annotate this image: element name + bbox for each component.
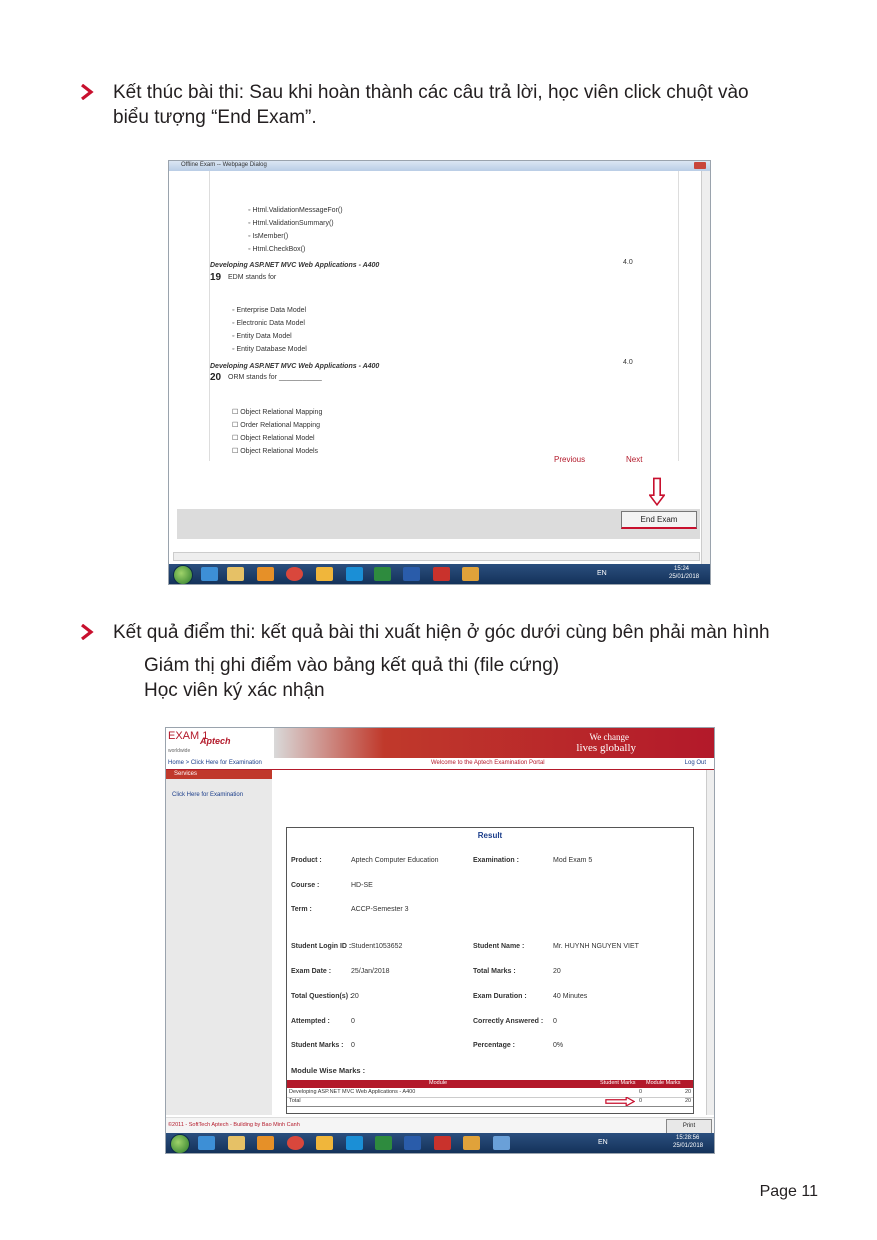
end-exam-button[interactable]: End Exam <box>621 511 697 529</box>
radio-option[interactable]: ◦ Entity Data Model <box>232 333 292 340</box>
course-value: HD-SE <box>351 882 373 889</box>
name-value: Mr. HUYNH NGUYEN VIET <box>553 943 639 950</box>
total-label: Total <box>289 1098 301 1104</box>
tray-lang: EN <box>598 1139 608 1146</box>
arrow-right-icon <box>605 1097 635 1106</box>
module-wise-label: Module Wise Marks : <box>291 1066 366 1075</box>
start-icon[interactable] <box>173 565 193 585</box>
radio-option[interactable]: ◦ Electronic Data Model <box>232 320 305 327</box>
col-student: Student Marks <box>600 1080 636 1086</box>
slogan-line2: lives globally <box>576 742 636 754</box>
col-module-marks: Module Marks <box>646 1080 681 1086</box>
pdf-icon[interactable] <box>433 567 450 581</box>
outlook-icon[interactable] <box>316 1136 333 1150</box>
scrollbar[interactable] <box>701 171 710 564</box>
course-label: Course : <box>291 882 320 889</box>
total-marks-label: Total Marks : <box>473 968 516 975</box>
result-line: Kết quả điểm thi: kết quả bài thi xuất hiện ở góc dưới cùng bên phải màn hình <box>113 622 770 643</box>
word-icon[interactable] <box>403 567 420 581</box>
checkbox-option[interactable]: ☐ Order Relational Mapping <box>232 422 320 429</box>
duration-value: 40 Minutes <box>553 993 588 1000</box>
date-value: 25/Jan/2018 <box>351 968 390 975</box>
header-banner <box>274 728 714 758</box>
radio-option[interactable]: ◦ Html.ValidationMessageFor() <box>248 207 343 214</box>
end-exam-line1: Kết thúc bài thi: Sau khi hoàn thành các câu trả lời, học viên click chuột vào <box>113 82 749 103</box>
outlook-icon[interactable] <box>316 567 333 581</box>
table-total-row <box>287 1098 693 1107</box>
logo-tag: worldwide <box>168 748 191 754</box>
q19-number: 19 <box>210 272 222 283</box>
result-sub1: Giám thị ghi điểm vào bảng kết quả thi (file cứng) <box>144 655 560 676</box>
examination-value: Mod Exam 5 <box>553 857 593 864</box>
window-icon[interactable] <box>493 1136 510 1150</box>
result-title: Result <box>477 831 503 840</box>
module-table-header <box>287 1080 693 1088</box>
taskbar <box>169 564 710 584</box>
exam-dialog-screenshot <box>168 160 711 585</box>
total-marks-value: 20 <box>553 968 561 975</box>
percentage-label: Percentage : <box>473 1042 516 1049</box>
folder-icon[interactable] <box>227 567 244 581</box>
col-module: Module <box>429 1080 448 1086</box>
radio-option[interactable]: ◦ Enterprise Data Model <box>232 307 307 314</box>
q19-text: EDM stands for <box>228 274 277 281</box>
chrome-icon[interactable] <box>287 1136 304 1150</box>
checkbox-option[interactable]: ☐ Object Relational Mapping <box>232 409 323 416</box>
breadcrumb[interactable]: Home > Click Here for Examination <box>168 760 262 766</box>
chevron-right-icon <box>80 84 94 100</box>
radio-option[interactable]: ◦ Entity Database Model <box>232 346 307 353</box>
row-module-marks: 20 <box>685 1089 692 1095</box>
result-screenshot <box>165 727 715 1154</box>
student-marks-value: 0 <box>351 1042 355 1049</box>
total-q-label: Total Question(s) : <box>291 993 353 1000</box>
excel-icon[interactable] <box>374 567 391 581</box>
tray-time: 15:28:56 <box>676 1135 700 1141</box>
checkbox-option[interactable]: ☐ Object Relational Models <box>232 448 319 455</box>
footer-bar <box>166 1117 714 1134</box>
radio-option[interactable]: ◦ Html.CheckBox() <box>248 246 306 253</box>
header-left <box>166 728 256 758</box>
percentage-value: 0% <box>553 1042 564 1049</box>
side-link[interactable]: Click Here for Examination <box>172 792 244 798</box>
question-area <box>209 171 679 461</box>
print-button[interactable]: Print <box>666 1119 712 1134</box>
dialog-titlebar <box>169 161 710 171</box>
tray-lang: EN <box>597 570 607 577</box>
radio-option[interactable]: ◦ IsMember() <box>248 233 289 240</box>
arrow-down-icon <box>649 476 665 508</box>
name-label: Student Name : <box>473 943 525 950</box>
folder-icon[interactable] <box>228 1136 245 1150</box>
radio-option[interactable]: ◦ Html.ValidationSummary() <box>248 220 334 227</box>
attempted-label: Attempted : <box>291 1018 330 1025</box>
slogan-line1: We change <box>589 732 629 742</box>
product-label: Product : <box>291 857 322 864</box>
tray-time: 15:24 <box>674 566 690 572</box>
right-scrollbar[interactable] <box>706 770 714 1115</box>
horizontal-scrollbar[interactable] <box>173 552 700 561</box>
tray-date: 25/01/2018 <box>673 1143 704 1149</box>
chrome-icon[interactable] <box>286 567 303 581</box>
date-label: Exam Date : <box>291 968 332 975</box>
term-value: ACCP-Semester 3 <box>351 906 409 913</box>
result-panel <box>286 827 694 1114</box>
paint-icon[interactable] <box>462 567 479 581</box>
correct-label: Correctly Answered : <box>473 1018 544 1025</box>
taskbar <box>166 1133 714 1153</box>
login-value: Student1053652 <box>351 943 403 950</box>
footer-text: ©2011 - SoftTech Aptech - Building by Bao Minh Canh <box>168 1122 300 1128</box>
total-q-value: 20 <box>351 993 359 1000</box>
total-module: 20 <box>685 1098 692 1104</box>
start-icon[interactable] <box>170 1134 190 1154</box>
duration-label: Exam Duration : <box>473 993 527 1000</box>
login-label: Student Login ID : <box>291 943 352 950</box>
next-link[interactable]: Next <box>626 455 643 464</box>
end-exam-line2: biểu tượng “End Exam”. <box>113 107 317 128</box>
student-marks-label: Student Marks : <box>291 1042 344 1049</box>
total-student: 0 <box>639 1098 643 1104</box>
attempted-value: 0 <box>351 1018 355 1025</box>
close-icon[interactable] <box>694 162 706 169</box>
logout-link[interactable]: Log Out <box>684 760 706 766</box>
excel-icon[interactable] <box>375 1136 392 1150</box>
checkbox-option[interactable]: ☐ Object Relational Model <box>232 435 315 442</box>
chevron-right-icon <box>80 624 94 640</box>
row-module: Developing ASP.NET MVC Web Applications - A400 <box>289 1089 416 1095</box>
q20-text: ORM stands for ___________ <box>228 374 322 381</box>
pdf-icon[interactable] <box>434 1136 451 1150</box>
paint-icon[interactable] <box>463 1136 480 1150</box>
q19-module: Developing ASP.NET MVC Web Applications - A400 <box>210 262 380 269</box>
media-icon[interactable] <box>257 1136 274 1150</box>
nav-bar <box>166 759 714 770</box>
q20-marks: 4.0 <box>623 359 633 366</box>
correct-value: 0 <box>553 1018 557 1025</box>
welcome-text: Welcome to the Aptech Examination Portal <box>431 760 545 766</box>
skype-icon[interactable] <box>346 1136 363 1150</box>
dialog-title: Offline Exam -- Webpage Dialog <box>181 162 267 168</box>
previous-link[interactable]: Previous <box>554 455 586 464</box>
examination-label: Examination : <box>473 857 519 864</box>
ie-icon[interactable] <box>198 1136 215 1150</box>
q20-module: Developing ASP.NET MVC Web Applications - A400 <box>210 363 380 370</box>
tray-date: 25/01/2018 <box>669 574 700 580</box>
row-student: 0 <box>639 1089 643 1095</box>
word-icon[interactable] <box>404 1136 421 1150</box>
services-label[interactable]: Services <box>174 771 198 777</box>
sidebar <box>166 770 272 1115</box>
term-label: Term : <box>291 906 312 913</box>
q20-number: 20 <box>210 372 222 383</box>
logo-text: EXAM 1 <box>168 730 209 742</box>
product-value: Aptech Computer Education <box>351 857 439 864</box>
result-sub2: Học viên ký xác nhận <box>144 680 325 701</box>
services-header <box>166 770 272 779</box>
media-icon[interactable] <box>257 567 274 581</box>
q19-marks: 4.0 <box>623 259 633 266</box>
logo-brand: Aptech <box>200 736 231 746</box>
skype-icon[interactable] <box>346 567 363 581</box>
ie-icon[interactable] <box>201 567 218 581</box>
page-number: Page 11 <box>759 1183 818 1200</box>
